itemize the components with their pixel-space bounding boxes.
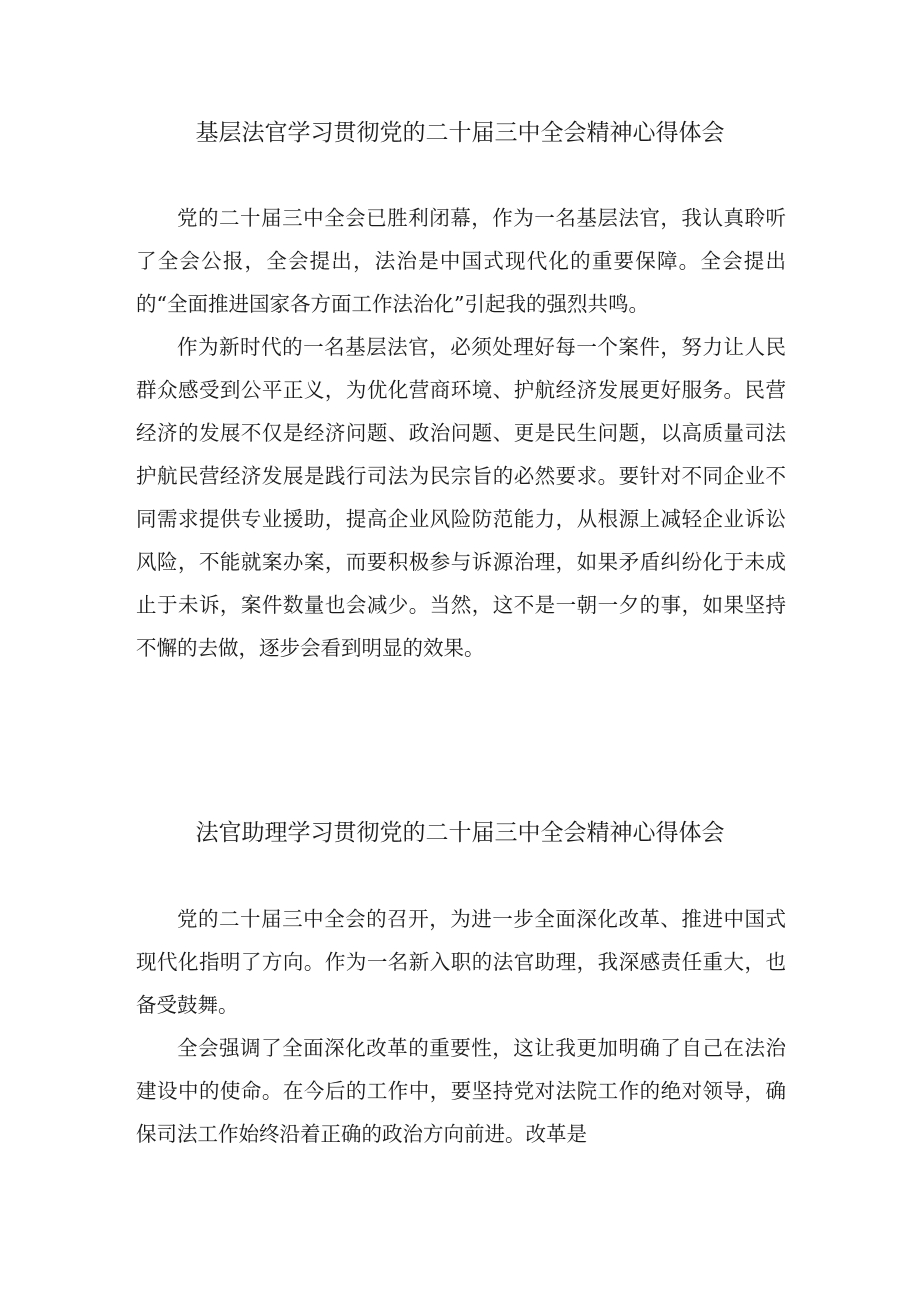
section-body-2 [136, 898, 786, 1156]
section-body-1 [136, 197, 786, 670]
paragraph: 党的二十届三中全会的召开，为进一步全面深化改革、推进中国式现代化指明了方向。作为一名新入职的法官助理，我深感责任重大，也备受鼓舞。 [136, 907, 786, 1017]
section-title-1: 基层法官学习贯彻党的二十届三中全会精神心得体会 [195, 120, 725, 146]
paragraph: 作为新时代的一名基层法官，必须处理好每一个案件，努力让人民群众感受到公平正义，为优化营商环境、护航经济发展更好服务。民营经济的发展不仅是经济问题、政治问题、更是民生问题，以高质量司法护航民营经济发展是践行司法为民宗旨的必然要求。要针对不同企业不同需求提供专业援助，提高企业风险防范能力，从根源上减轻企业诉讼风险，不能就案办案，而要积极参与诉源治理，如果矛盾纠纷化于未成止于未诉，案件数量也会减少。当然，这不是一朝一夕的事，如果坚持不懈的去做，逐步会看到明显的效果。 [136, 335, 786, 660]
section-title-2: 法官助理学习贯彻党的二十届三中全会精神心得体会 [195, 820, 725, 846]
paragraph: 党的二十届三中全会已胜利闭幕，作为一名基层法官，我认真聆听了全会公报，全会提出，法治是中国式现代化的重要保障。全会提出的“全面推进国家各方面工作法治化”引起我的强烈共鸣。 [136, 206, 786, 316]
paragraph: 全会强调了全面深化改革的重要性，这让我更加明确了自己在法治建设中的使命。在今后的工作中，要坚持党对法院工作的绝对领导，确保司法工作始终沿着正确的政治方向前进。改革是 [136, 1036, 786, 1146]
